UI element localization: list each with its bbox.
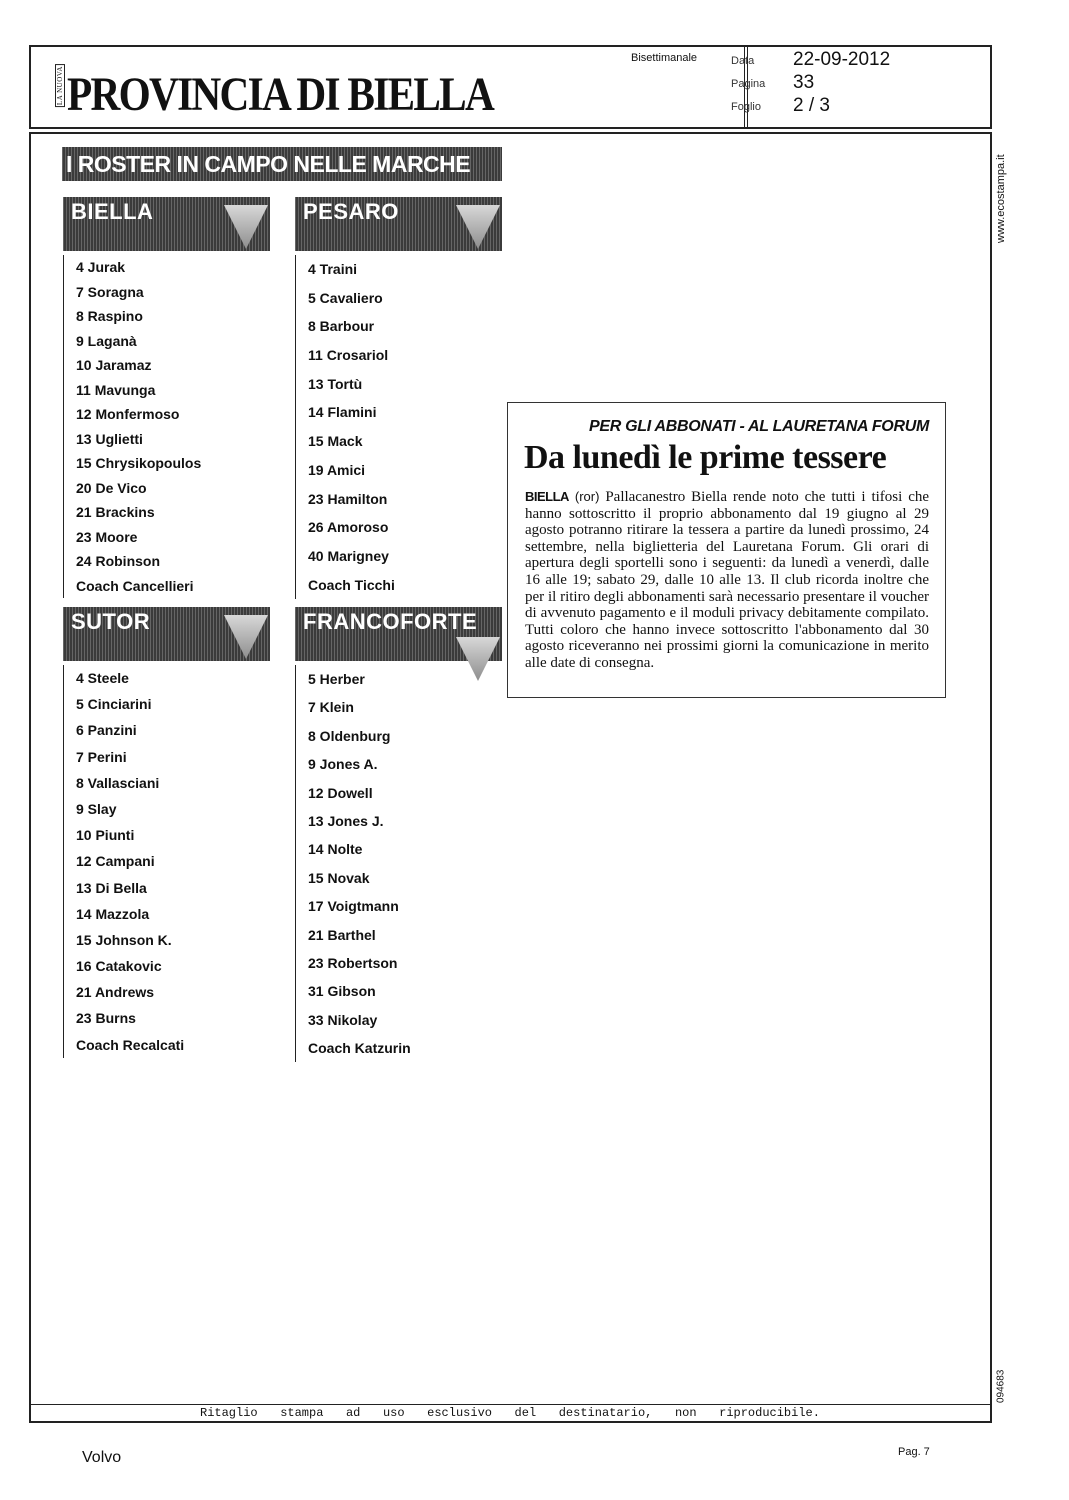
date-value: 22-09-2012 — [793, 49, 891, 70]
player-entry: 31 Gibson — [308, 983, 376, 1000]
footer-client: Volvo — [82, 1449, 122, 1466]
player-entry: 14 Mazzola — [76, 905, 150, 922]
triangle-down-icon — [224, 205, 268, 249]
team-biella — [63, 197, 270, 598]
player-entry: Coach Cancellieri — [76, 577, 194, 594]
player-entry: 17 Voigtmann — [308, 898, 399, 915]
clipping-code: 094683 — [995, 1369, 1007, 1403]
player-entry: 4 Jurak — [76, 259, 126, 275]
player-entry: 13 Tortù — [308, 375, 363, 392]
disclaimer-word: del — [514, 1406, 537, 1420]
article-dateline: BIELLA — [525, 489, 569, 504]
player-entry: 4 Traini — [308, 261, 358, 277]
player-entry: 10 Jaramaz — [76, 357, 152, 373]
player-entry: 11 Crosariol — [308, 347, 389, 364]
player-entry: 7 Perini — [76, 748, 127, 765]
page-label: Pagina — [731, 78, 766, 90]
disclaimer-word: Ritaglio — [200, 1406, 258, 1420]
disclaimer-word: non — [674, 1406, 697, 1420]
player-entry: 6 Panzini — [76, 722, 137, 739]
logo-tag: LA NUOVA — [56, 65, 64, 105]
player-entry: 5 Cinciarini — [76, 696, 152, 713]
player-entry: 40 Marigney — [308, 547, 389, 564]
triangle-down-icon — [456, 205, 500, 249]
player-entry: 23 Hamilton — [308, 490, 388, 507]
team-header — [295, 197, 502, 251]
player-entry: 12 Campani — [76, 853, 155, 870]
disclaimer-word: esclusivo — [427, 1406, 492, 1420]
roster-title: I ROSTER IN CAMPO NELLE MARCHE — [62, 147, 502, 181]
page-value: 33 — [793, 72, 815, 93]
player-entry: 11 Mavunga — [76, 381, 156, 398]
player-entry: 21 Brackins — [76, 504, 155, 520]
periodicity-label: Bisettimanale — [631, 52, 698, 64]
player-entry: 5 Herber — [308, 671, 365, 687]
article-headline: Da lunedì le prime tessere — [524, 439, 887, 476]
player-list — [63, 255, 270, 598]
player-entry: 26 Amoroso — [308, 519, 389, 536]
player-entry: 13 Di Bella — [76, 879, 147, 896]
player-entry: Coach Recalcati — [76, 1036, 185, 1053]
team-name: FRANCOFORTE — [303, 609, 478, 634]
team-name: PESARO — [303, 199, 399, 224]
player-entry: 24 Robinson — [76, 553, 161, 569]
disclaimer-word: riproducibile. — [719, 1406, 820, 1420]
player-entry: 15 Chrysikopoulos — [76, 455, 202, 471]
player-entry: Coach Katzurin — [308, 1040, 411, 1057]
article-body — [525, 489, 929, 672]
player-list — [63, 665, 270, 1058]
team-header — [295, 607, 502, 661]
player-entry: 16 Catakovic — [76, 958, 162, 975]
article-kicker: PER GLI ABBONATI - AL LAURETANA FORUM — [589, 418, 929, 435]
player-entry: 8 Raspino — [76, 308, 143, 324]
player-entry: 15 Novak — [308, 869, 370, 886]
team-header — [63, 197, 270, 251]
disclaimer-word: uso — [382, 1406, 405, 1420]
player-entry: 33 Nikolay — [308, 1011, 378, 1028]
team-name: SUTOR — [71, 609, 151, 634]
date-label: Data — [731, 55, 755, 67]
footer-page-number: Pag. 7 — [898, 1446, 930, 1458]
player-entry: Coach Ticchi — [308, 576, 395, 593]
player-entry: 9 Slay — [76, 800, 117, 817]
disclaimer-word: destinatario, — [558, 1406, 653, 1420]
player-entry: 8 Oldenburg — [308, 727, 391, 744]
article-byline: (ror) — [574, 489, 600, 504]
sheet-value: 2 / 3 — [793, 95, 830, 116]
team-header — [63, 607, 270, 661]
disclaimer-word: stampa — [280, 1406, 324, 1420]
player-entry: 13 Uglietti — [76, 430, 143, 447]
team-pesaro — [295, 197, 502, 599]
player-entry: 5 Cavaliero — [308, 289, 383, 306]
publication-logo — [55, 59, 562, 119]
player-entry: 9 Laganà — [76, 332, 137, 349]
team-name: BIELLA — [71, 199, 154, 224]
player-entry: 21 Barthel — [308, 926, 376, 943]
publication-name: PROVINCIA DI BIELLA — [67, 68, 494, 121]
team-sutor — [63, 607, 270, 1058]
disclaimer — [200, 1406, 820, 1420]
player-entry: 21 Andrews — [76, 984, 155, 1001]
player-entry: 8 Barbour — [308, 318, 375, 335]
player-list — [295, 665, 502, 1062]
player-entry: 19 Amici — [308, 461, 366, 478]
triangle-down-icon — [224, 615, 268, 659]
player-entry: 9 Jones A. — [308, 756, 378, 773]
player-entry: 15 Mack — [308, 433, 363, 450]
article-box — [507, 402, 946, 698]
player-entry: 15 Johnson K. — [76, 931, 172, 948]
website-label: www.ecostampa.it — [995, 154, 1007, 244]
player-entry: 14 Flamini — [308, 404, 377, 421]
player-entry: 7 Klein — [308, 699, 354, 716]
team-francoforte — [295, 607, 502, 1062]
player-entry: 23 Moore — [76, 528, 138, 545]
player-entry: 12 Monfermoso — [76, 406, 180, 422]
player-list — [295, 255, 502, 599]
disclaimer-word: ad — [345, 1406, 361, 1420]
player-entry: 7 Soragna — [76, 283, 144, 300]
player-entry: 23 Burns — [76, 1010, 136, 1027]
player-entry: 14 Nolte — [308, 841, 363, 858]
player-entry: 4 Steele — [76, 670, 129, 686]
player-entry: 8 Vallasciani — [76, 774, 160, 791]
player-entry: 13 Jones J. — [308, 812, 384, 829]
footer-divider — [30, 1404, 990, 1405]
player-entry: 20 De Vico — [76, 479, 147, 496]
masthead-box — [29, 45, 992, 129]
sheet-label: Foglio — [731, 101, 761, 113]
player-entry: 10 Piunti — [76, 827, 135, 844]
article-text: Pallacanestro Biella rende noto che tutti i tifosi che hanno sottoscritto il proprio abbonamento dal 19 giugno al 29 agosto potranno ritirare la tessera a partire da lunedì prossimo, 24 settembre, nella biglietteria del Lauretana Forum. Gli orari di apertura degli sportelli sono i seguenti: da lunedì a venerdì, dalle 16 alle 19; sabato 29, dalle 10 alle 13. Il club ricorda inoltre che per il ritiro degli abbonamenti sarà necessario presentare il voucher di avvenuto pagamento e il moduli privacy debitamente compilato. Tutti coloro che hanno invece sottoscritto l'abbonamento dal 30 agosto riceveranno nei prossimi giorni la comunicazione in merito alle date di consegna. — [525, 489, 930, 671]
player-entry: 23 Robertson — [308, 954, 398, 971]
player-entry: 12 Dowell — [308, 784, 373, 801]
